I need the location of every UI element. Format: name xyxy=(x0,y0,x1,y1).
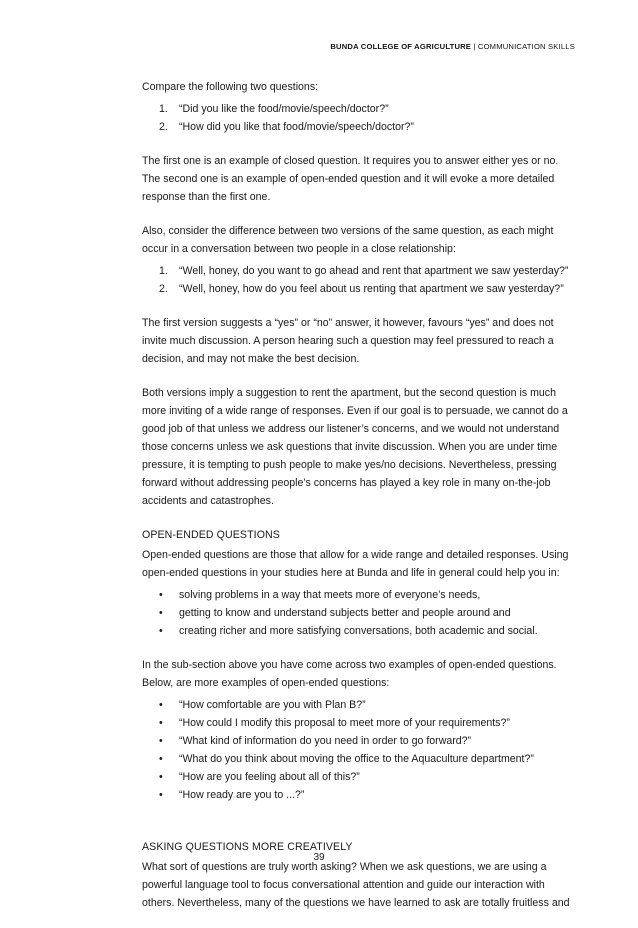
list-item xyxy=(142,714,578,732)
section-heading-asking-creatively: ASKING QUESTIONS MORE CREATIVELY xyxy=(142,841,353,853)
bullet-marker: • xyxy=(159,735,163,747)
numbered-list-questions xyxy=(142,100,578,136)
list-item xyxy=(142,604,578,622)
page-number: 39 xyxy=(313,852,325,863)
list-item xyxy=(142,118,578,136)
header-course: COMMUNICATION SKILLS xyxy=(477,42,575,51)
bullet-marker: • xyxy=(159,717,163,729)
list-item xyxy=(142,768,578,786)
list-item xyxy=(142,696,578,714)
list-item-text: “How comfortable are you with Plan B?” xyxy=(179,699,366,711)
numbered-list-versions xyxy=(142,262,578,298)
list-item-text: “Well, honey, how do you feel about us renting that apartment we saw yesterday?” xyxy=(179,283,564,295)
list-item xyxy=(142,732,578,750)
paragraph-two-versions: Also, consider the difference between two versions of the same question, as each might occur in a conversation between two people in a close relationship: xyxy=(142,225,554,255)
list-item-text: solving problems in a way that meets more of everyone’s needs, xyxy=(179,589,481,601)
list-item xyxy=(142,622,578,640)
bullet-marker: • xyxy=(159,625,163,637)
list-item-text: “How ready are you to ...?” xyxy=(179,789,305,801)
list-item-text: getting to know and understand subjects better and people around and xyxy=(179,607,511,619)
paragraph-open-ended-definition: Open-ended questions are those that allow for a wide range and detailed responses. Using open-ended questions in your studies here at Bunda and life in general could help you in: xyxy=(142,549,569,579)
paragraph-more-examples: In the sub-section above you have come across two examples of open-ended questions. Below, are more examples of open-ended questions: xyxy=(142,659,557,689)
list-marker: 1. xyxy=(159,265,168,277)
bullet-marker: • xyxy=(159,589,163,601)
list-item-text: “Well, honey, do you want to go ahead and rent that apartment we saw yesterday?” xyxy=(179,265,569,277)
bullet-marker: • xyxy=(159,789,163,801)
bullet-marker: • xyxy=(159,771,163,783)
list-item-text: “What kind of information do you need in order to go forward?” xyxy=(179,735,472,747)
list-item xyxy=(142,262,578,280)
bullet-marker: • xyxy=(159,753,163,765)
list-item-text: creating richer and more satisfying conversations, both academic and social. xyxy=(179,625,538,637)
list-item xyxy=(142,100,578,118)
list-item-text: “What do you think about moving the office to the Aquaculture department?” xyxy=(179,753,534,765)
list-item-text: “How could I modify this proposal to meet more of your requirements?” xyxy=(179,717,510,729)
bullet-marker: • xyxy=(159,699,163,711)
page-content xyxy=(142,78,578,928)
list-item xyxy=(142,786,578,804)
section-heading-open-ended: OPEN-ENDED QUESTIONS xyxy=(142,529,280,541)
running-header xyxy=(330,42,575,51)
bullet-list-benefits xyxy=(142,586,578,640)
header-separator: | xyxy=(473,42,476,51)
bullet-marker: • xyxy=(159,607,163,619)
list-item-text: “How did you like that food/movie/speech/doctor?” xyxy=(179,121,414,133)
list-marker: 2. xyxy=(159,283,168,295)
paragraph-both-versions: Both versions imply a suggestion to rent the apartment, but the second question is much more inviting of a wide range of responses. Even if our goal is to persuade, we cannot do a good job of that unless we address our listener’s concerns, and we would not understand those concerns unless we ask questions that invite discussion. When you are under time pressure, it is tempting to push people to make yes/no decisions. Nevertheless, pressing forward without addressing people’s concerns has played a key role in many on-the-job accidents and catastrophes. xyxy=(142,387,568,507)
list-item-text: “Did you like the food/movie/speech/doctor?” xyxy=(179,103,389,115)
paragraph-compare: Compare the following two questions: xyxy=(142,81,319,93)
list-item xyxy=(142,586,578,604)
list-marker: 2. xyxy=(159,121,168,133)
bullet-list-examples xyxy=(142,696,578,804)
paragraph-worth-asking: What sort of questions are truly worth asking? When we ask questions, we are using a powerful language tool to focus conversational attention and guide our interaction with others. Nevertheless, many of the questions we have learned to ask are totally fruitless and xyxy=(142,861,570,909)
paragraph-first-version: The first version suggests a “yes” or “no” answer, it however, favours “yes” and does not invite much discussion. A person hearing such a question may feel pressured to reach a decision, and may not make the best decision. xyxy=(142,317,554,365)
list-marker: 1. xyxy=(159,103,168,115)
list-item xyxy=(142,280,578,298)
header-institution: BUNDA COLLEGE OF AGRICULTURE xyxy=(330,42,472,51)
list-item-text: “How are you feeling about all of this?” xyxy=(179,771,360,783)
paragraph-closed-vs-open: The first one is an example of closed question. It requires you to answer either yes or no. The second one is an example of open-ended question and it will evoke a more detailed response than the first one. xyxy=(142,155,559,203)
list-item xyxy=(142,750,578,768)
